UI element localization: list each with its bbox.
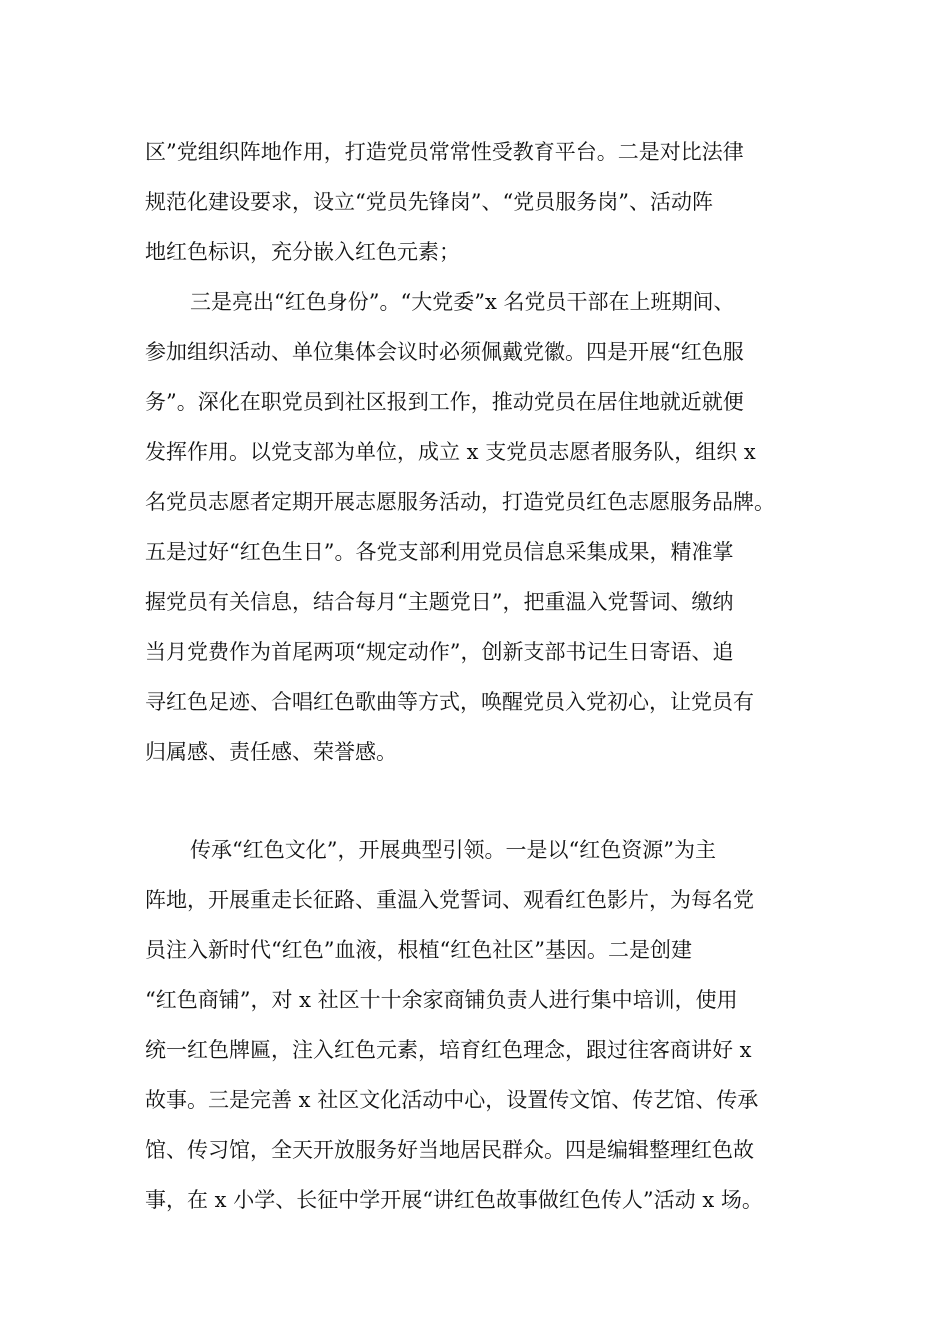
paragraph-line: 寻红色足迹、合唱红色歌曲等方式，唤醒党员入党初心，让党员有: [145, 690, 754, 714]
paragraph-line: “红色商铺”，对 x 社区十十余家商铺负责人进行集中培训，使用: [145, 988, 738, 1012]
paragraph-line: 规范化建设要求，设立“党员先锋岗”、“党员服务岗”、活动阵: [145, 190, 713, 214]
paragraph-line: 统一红色牌匾，注入红色元素，培育红色理念，跟过往客商讲好 x: [145, 1038, 752, 1062]
paragraph-line: 区”党组织阵地作用，打造党员常常性受教育平台。二是对比法律: [145, 140, 744, 164]
paragraph-line: 当月党费作为首尾两项“规定动作”，创新支部书记生日寄语、追: [145, 640, 734, 664]
paragraph-line: 三是亮出“红色身份”。“大党委”x 名党员干部在上班期间、: [190, 290, 735, 314]
paragraph-line: 传承“红色文化”，开展典型引领。一是以“红色资源”为主: [190, 838, 716, 862]
paragraph-line: 名党员志愿者定期开展志愿服务活动，打造党员红色志愿服务品牌。: [145, 490, 775, 514]
paragraph-line: 馆、传习馆，全天开放服务好当地居民群众。四是编辑整理红色故: [145, 1138, 754, 1162]
paragraph-line: 地红色标识，充分嵌入红色元素；: [145, 240, 460, 264]
paragraph-3: [145, 825, 825, 1225]
paragraph-line: 发挥作用。以党支部为单位，成立 x 支党员志愿者服务队，组织 x: [145, 440, 756, 464]
paragraph-line: 务”。深化在职党员到社区报到工作，推动党员在居住地就近就便: [145, 390, 744, 414]
paragraph-line: 阵地，开展重走长征路、重温入党誓词、观看红色影片，为每名党: [145, 888, 754, 912]
paragraph-line: 握党员有关信息，结合每月“主题党日”，把重温入党誓词、缴纳: [145, 590, 734, 614]
paragraph-2: [145, 277, 825, 777]
paragraph-line: 五是过好“红色生日”。各党支部利用党员信息采集成果，精准掌: [145, 540, 734, 564]
paragraph-1: [145, 127, 825, 277]
paragraph-line: 归属感、责任感、荣誉感。: [145, 740, 397, 764]
paragraph-line: 员注入新时代“红色”血液，根植“红色社区”基因。二是创建: [145, 938, 692, 962]
paragraph-line: 故事。三是完善 x 社区文化活动中心，设置传文馆、传艺馆、传承: [145, 1088, 759, 1112]
paragraph-line: 参加组织活动、单位集体会议时必须佩戴党徽。四是开展“红色服: [145, 340, 744, 364]
paragraph-line: 事，在 x 小学、长征中学开展“讲红色故事做红色传人”活动 x 场。: [145, 1188, 763, 1212]
